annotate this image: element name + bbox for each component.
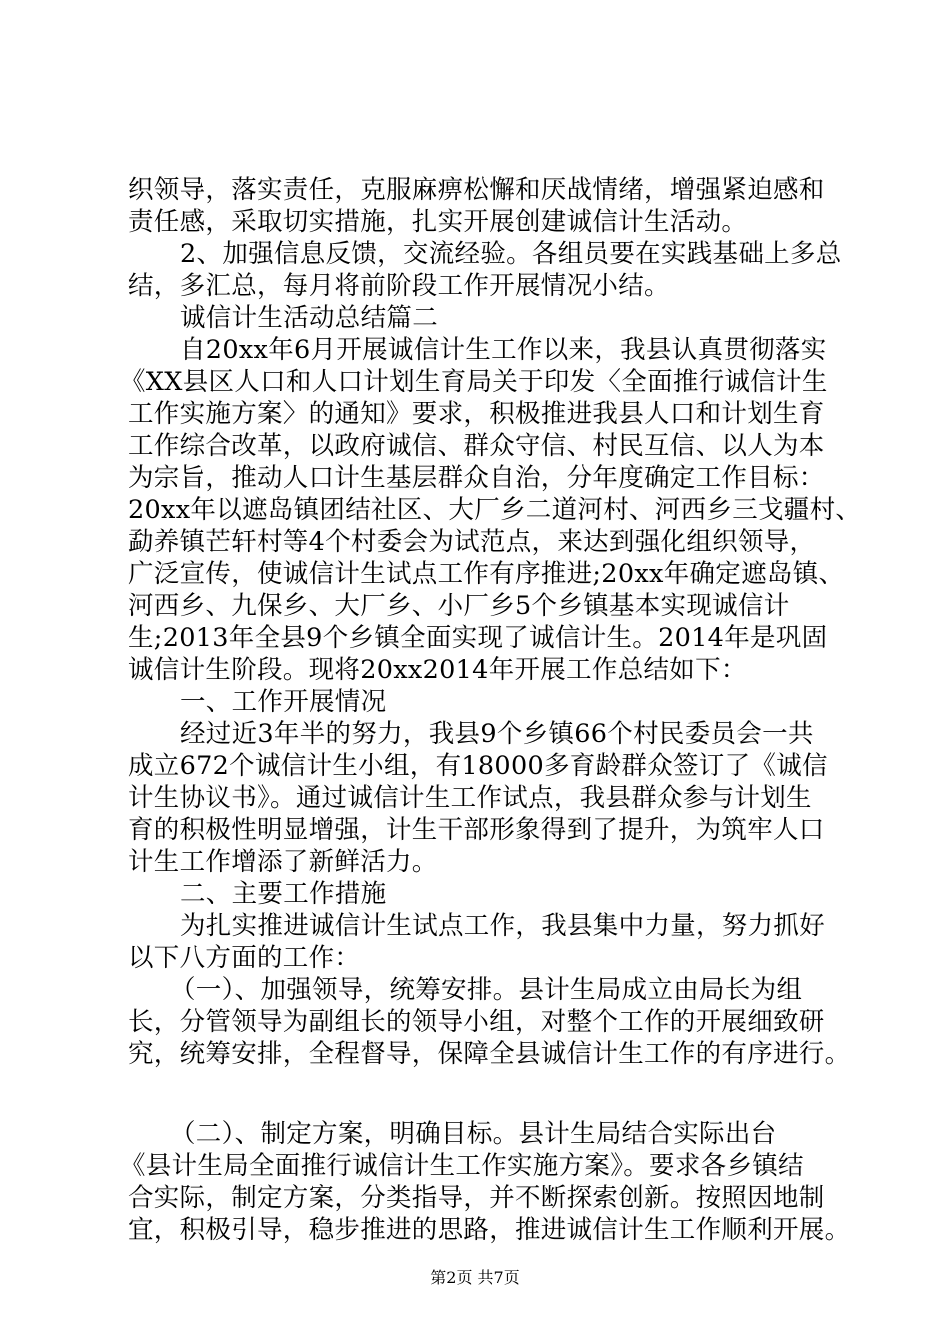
text-line: 育的积极性明显增强，计生干部形象得到了提升，为筑牢人口 <box>128 815 825 845</box>
text-line: 计生工作增添了新鲜活力。 <box>128 847 438 877</box>
text-line: 20xx年以遮岛镇团结社区、大厂乡二道河村、河西乡三戈疆村、 <box>128 495 862 525</box>
text-line: 织领导，落实责任，克服麻痹松懈和厌战情绪，增强紧迫感和 <box>128 175 825 205</box>
text-line: 以下八方面的工作： <box>128 943 361 973</box>
text-line: 长，分管领导为副组长的领导小组，对整个工作的开展细致研 <box>128 1007 825 1037</box>
text-line: 诚信计生阶段。现将20xx2014年开展工作总结如下： <box>128 655 747 685</box>
text-line: 勐养镇芒轩村等4个村委会为试范点，来达到强化组织领导， <box>128 527 816 557</box>
text-line: （二）、制定方案，明确目标。县计生局结合实际出台 <box>170 1119 777 1149</box>
text-line: 为宗旨，推动人口计生基层群众自治，分年度确定工作目标： <box>128 463 825 493</box>
text-line: 工作综合改革，以政府诚信、群众守信、村民互信、以人为本 <box>128 431 825 461</box>
text-line: 结，多汇总，每月将前阶段工作开展情况小结。 <box>128 271 670 301</box>
text-line: 究，统筹安排，全程督导，保障全县诚信计生工作的有序进行。 <box>128 1039 851 1069</box>
text-line: 责任感，采取切实措施，扎实开展创建诚信计生活动。 <box>128 207 748 237</box>
text-line: 河西乡、九保乡、大厂乡、小厂乡5个乡镇基本实现诚信计 <box>128 591 790 621</box>
text-line: 生;2013年全县9个乡镇全面实现了诚信计生。2014年是巩固 <box>128 623 828 653</box>
text-line: 《XX县区人口和人口计划生育局关于印发〈全面推行诚信计生 <box>120 367 828 397</box>
text-line: 宜，积极引导，稳步推进的思路，推进诚信计生工作顺利开展。 <box>128 1215 851 1245</box>
text-line: 合实际，制定方案，分类指导，并不断探索创新。按照因地制 <box>128 1183 825 1213</box>
section-heading: 二、主要工作措施 <box>180 879 387 909</box>
text-line: 2、加强信息反馈，交流经验。各组员要在实践基础上多总 <box>180 239 842 269</box>
text-line: （一）、加强领导，统筹安排。县计生局成立由局长为组 <box>170 975 803 1005</box>
text-line: 为扎实推进诚信计生试点工作，我县集中力量，努力抓好 <box>180 911 826 941</box>
text-line: 《县计生局全面推行诚信计生工作实施方案》。要求各乡镇结 <box>120 1151 804 1181</box>
text-line: 经过近3年半的努力，我县9个乡镇66个村民委员会一共 <box>180 719 814 749</box>
text-line: 成立672个诚信计生小组，有18000多育龄群众签订了《诚信 <box>128 751 828 781</box>
page-number: 第2页 共7页 <box>430 1268 520 1287</box>
text-line: 工作实施方案〉的通知》要求，积极推进我县人口和计划生育 <box>128 399 825 429</box>
text-line: 自20xx年6月开展诚信计生工作以来，我县认真贯彻落实 <box>180 335 827 365</box>
section-heading: 一、工作开展情况 <box>180 687 387 717</box>
text-line: 计生协议书》。通过诚信计生工作试点，我县群众参与计划生 <box>128 783 812 813</box>
section-heading: 诚信计生活动总结篇二 <box>180 303 439 333</box>
text-line: 广泛宣传，使诚信计生试点工作有序推进;20xx年确定遮岛镇、 <box>128 559 845 589</box>
